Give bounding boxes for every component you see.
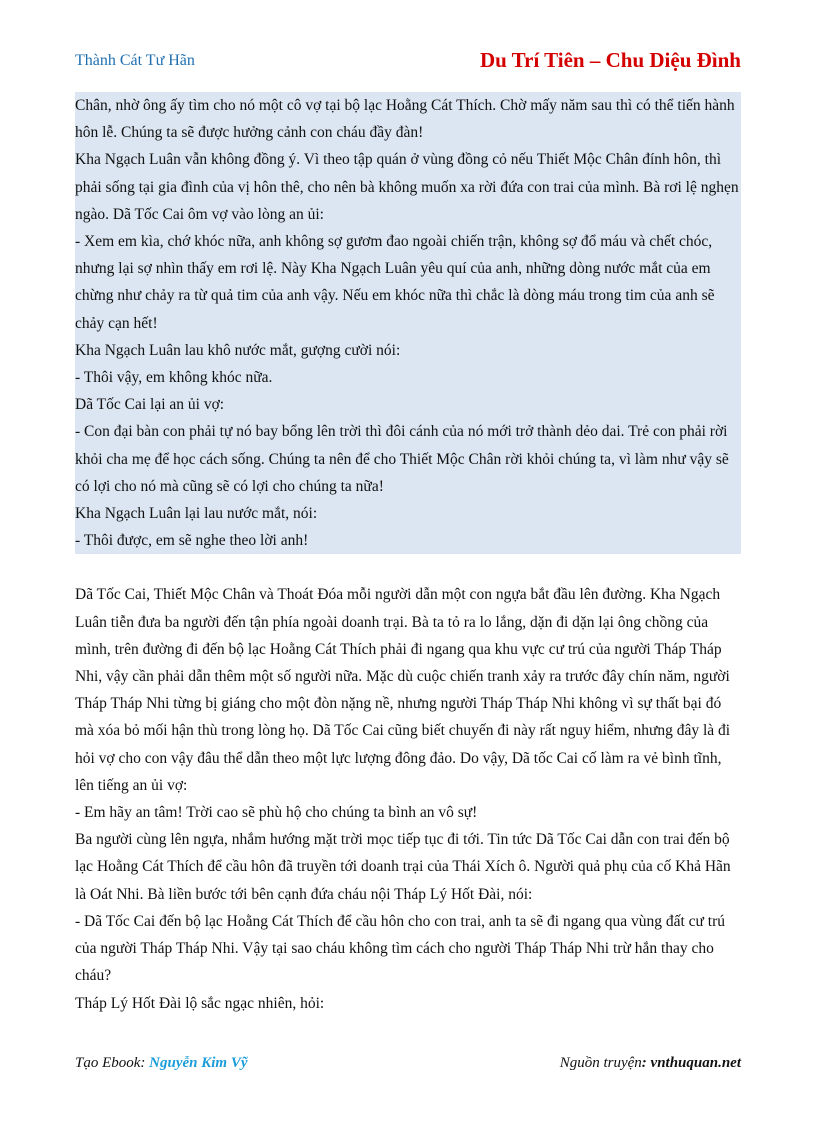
paragraph: Chân, nhờ ông ấy tìm cho nó một cô vợ tại bộ lạc Hoằng Cát Thích. Chờ mấy năm sau thì có thể tiến hành hôn lễ. Chúng ta sẽ được hưởng cảnh con cháu đầy đàn! bbox=[75, 92, 741, 146]
highlighted-block bbox=[75, 92, 741, 554]
paragraph: - Em hãy an tâm! Trời cao sẽ phù hộ cho chúng ta bình an vô sự! bbox=[75, 804, 478, 822]
paragraph: - Xem em kìa, chớ khóc nữa, anh không sợ gươm đao ngoài chiến trận, không sợ đổ máu và chết chóc, nhưng lại sợ nhìn thấy em rơi lệ. Này Kha Ngạch Luân yêu quí của anh, những dòng nước mắt của em chừng như chảy ra từ quả tim của anh vậy. Nếu em khóc nữa thì chắc là dòng máu trong tim của anh sẽ chảy cạn hết! bbox=[75, 228, 741, 337]
running-header-right: Du Trí Tiên – Chu Diệu Đình bbox=[479, 48, 741, 72]
paragraph: Dã Tốc Cai lại an ủi vợ: bbox=[75, 391, 741, 418]
page-content bbox=[75, 92, 741, 1017]
paragraph: Kha Ngạch Luân lại lau nước mắt, nói: bbox=[75, 500, 741, 527]
paragraph: Kha Ngạch Luân lau khô nước mắt, gượng cười nói: bbox=[75, 337, 741, 364]
paragraph: Ba người cùng lên ngựa, nhắm hướng mặt trời mọc tiếp tục đi tới. Tin tức Dã Tốc Cai dẫn con trai đến bộ lạc Hoằng Cát Thích để cầu hôn đã truyền tới doanh trại của Thái Xích ô. Người quả phụ của cố Khả Hãn là Oát Nhi. Bà liền bước tới bên cạnh đứa cháu nội Tháp Lý Hốt Đài, nói: bbox=[75, 831, 731, 903]
footer-creator-name: Nguyễn Kim Vỹ bbox=[149, 1055, 248, 1071]
paragraph-gap bbox=[75, 554, 741, 581]
paragraph: Dã Tốc Cai, Thiết Mộc Chân và Thoát Đóa mỗi người dẫn một con ngựa bắt đầu lên đường. Kha Ngạch Luân tiễn đưa ba người đến tận phía ngoài doanh trại. Bà ta tỏ ra lo lắng, dặn đi dặn lại ông chồng của mình, trên đường đi đến bộ lạc Hoằng Cát Thích phải đi ngang qua khu vực cư trú của người Tháp Tháp Nhi, vậy cần phải dẫn thêm một số người nữa. Mặc dù cuộc chiến tranh xảy ra trước đây chín năm, người Tháp Tháp Nhi từng bị giáng cho một đòn nặng nề, nhưng người Tháp Tháp Nhi không vì sự thất bại đó mà xóa bỏ mối hận thù trong lòng họ. Dã Tốc Cai cũng biết chuyến đi này rất nguy hiểm, nhưng đây là đi hỏi vợ cho con vậy đâu thể dẫn theo một lực lượng đông đảo. Do vậy, Dã tốc Cai cố làm ra vẻ bình tĩnh, lên tiếng an ủi vợ: bbox=[75, 586, 731, 794]
footer-ebook-credit bbox=[75, 1055, 248, 1072]
paragraph: - Thôi vậy, em không khóc nữa. bbox=[75, 364, 741, 391]
footer-label: Nguồn truyện bbox=[559, 1055, 642, 1071]
paragraph: - Con đại bàn con phải tự nó bay bổng lên trời thì đôi cánh của nó mới trở thành dẻo dai. Trẻ con phải rời khỏi cha mẹ để học cách sống. Chúng ta nên để cho Thiết Mộc Chân rời khỏi chúng ta, vì làm như vậy sẽ có lợi cho nó mà cũng sẽ có lợi cho chúng ta nữa! bbox=[75, 418, 741, 500]
footer-label: Tạo Ebook bbox=[75, 1055, 141, 1071]
paragraph: Tháp Lý Hốt Đài lộ sắc ngạc nhiên, hỏi: bbox=[75, 994, 325, 1012]
paragraph: Kha Ngạch Luân vẫn không đồng ý. Vì theo tập quán ở vùng đồng cỏ nếu Thiết Mộc Chân đính hôn, thì phải sống tại gia đình của vị hôn thê, cho nên bà không muốn xa rời đứa con trai của mình. Bà rơi lệ nghẹn ngào. Dã Tốc Cai ôm vợ vào lòng an ủi: bbox=[75, 146, 741, 228]
footer-separator: : bbox=[641, 1055, 651, 1071]
footer-source-site[interactable]: vnthuquan.net bbox=[650, 1055, 741, 1071]
paragraph: - Dã Tốc Cai đến bộ lạc Hoằng Cát Thích để cầu hôn cho con trai, anh ta sẽ đi ngang qua vùng đất cư trú của người Tháp Tháp Nhi. Vậy tại sao cháu không tìm cách cho người Tháp Tháp Nhi trừ hắn thay cho cháu? bbox=[75, 912, 726, 985]
paragraph: - Thôi được, em sẽ nghe theo lời anh! bbox=[75, 527, 741, 554]
footer-separator: : bbox=[140, 1055, 150, 1071]
normal-block bbox=[75, 581, 741, 1016]
running-header-left: Thành Cát Tư Hãn bbox=[75, 52, 195, 69]
footer-source bbox=[560, 1055, 741, 1072]
